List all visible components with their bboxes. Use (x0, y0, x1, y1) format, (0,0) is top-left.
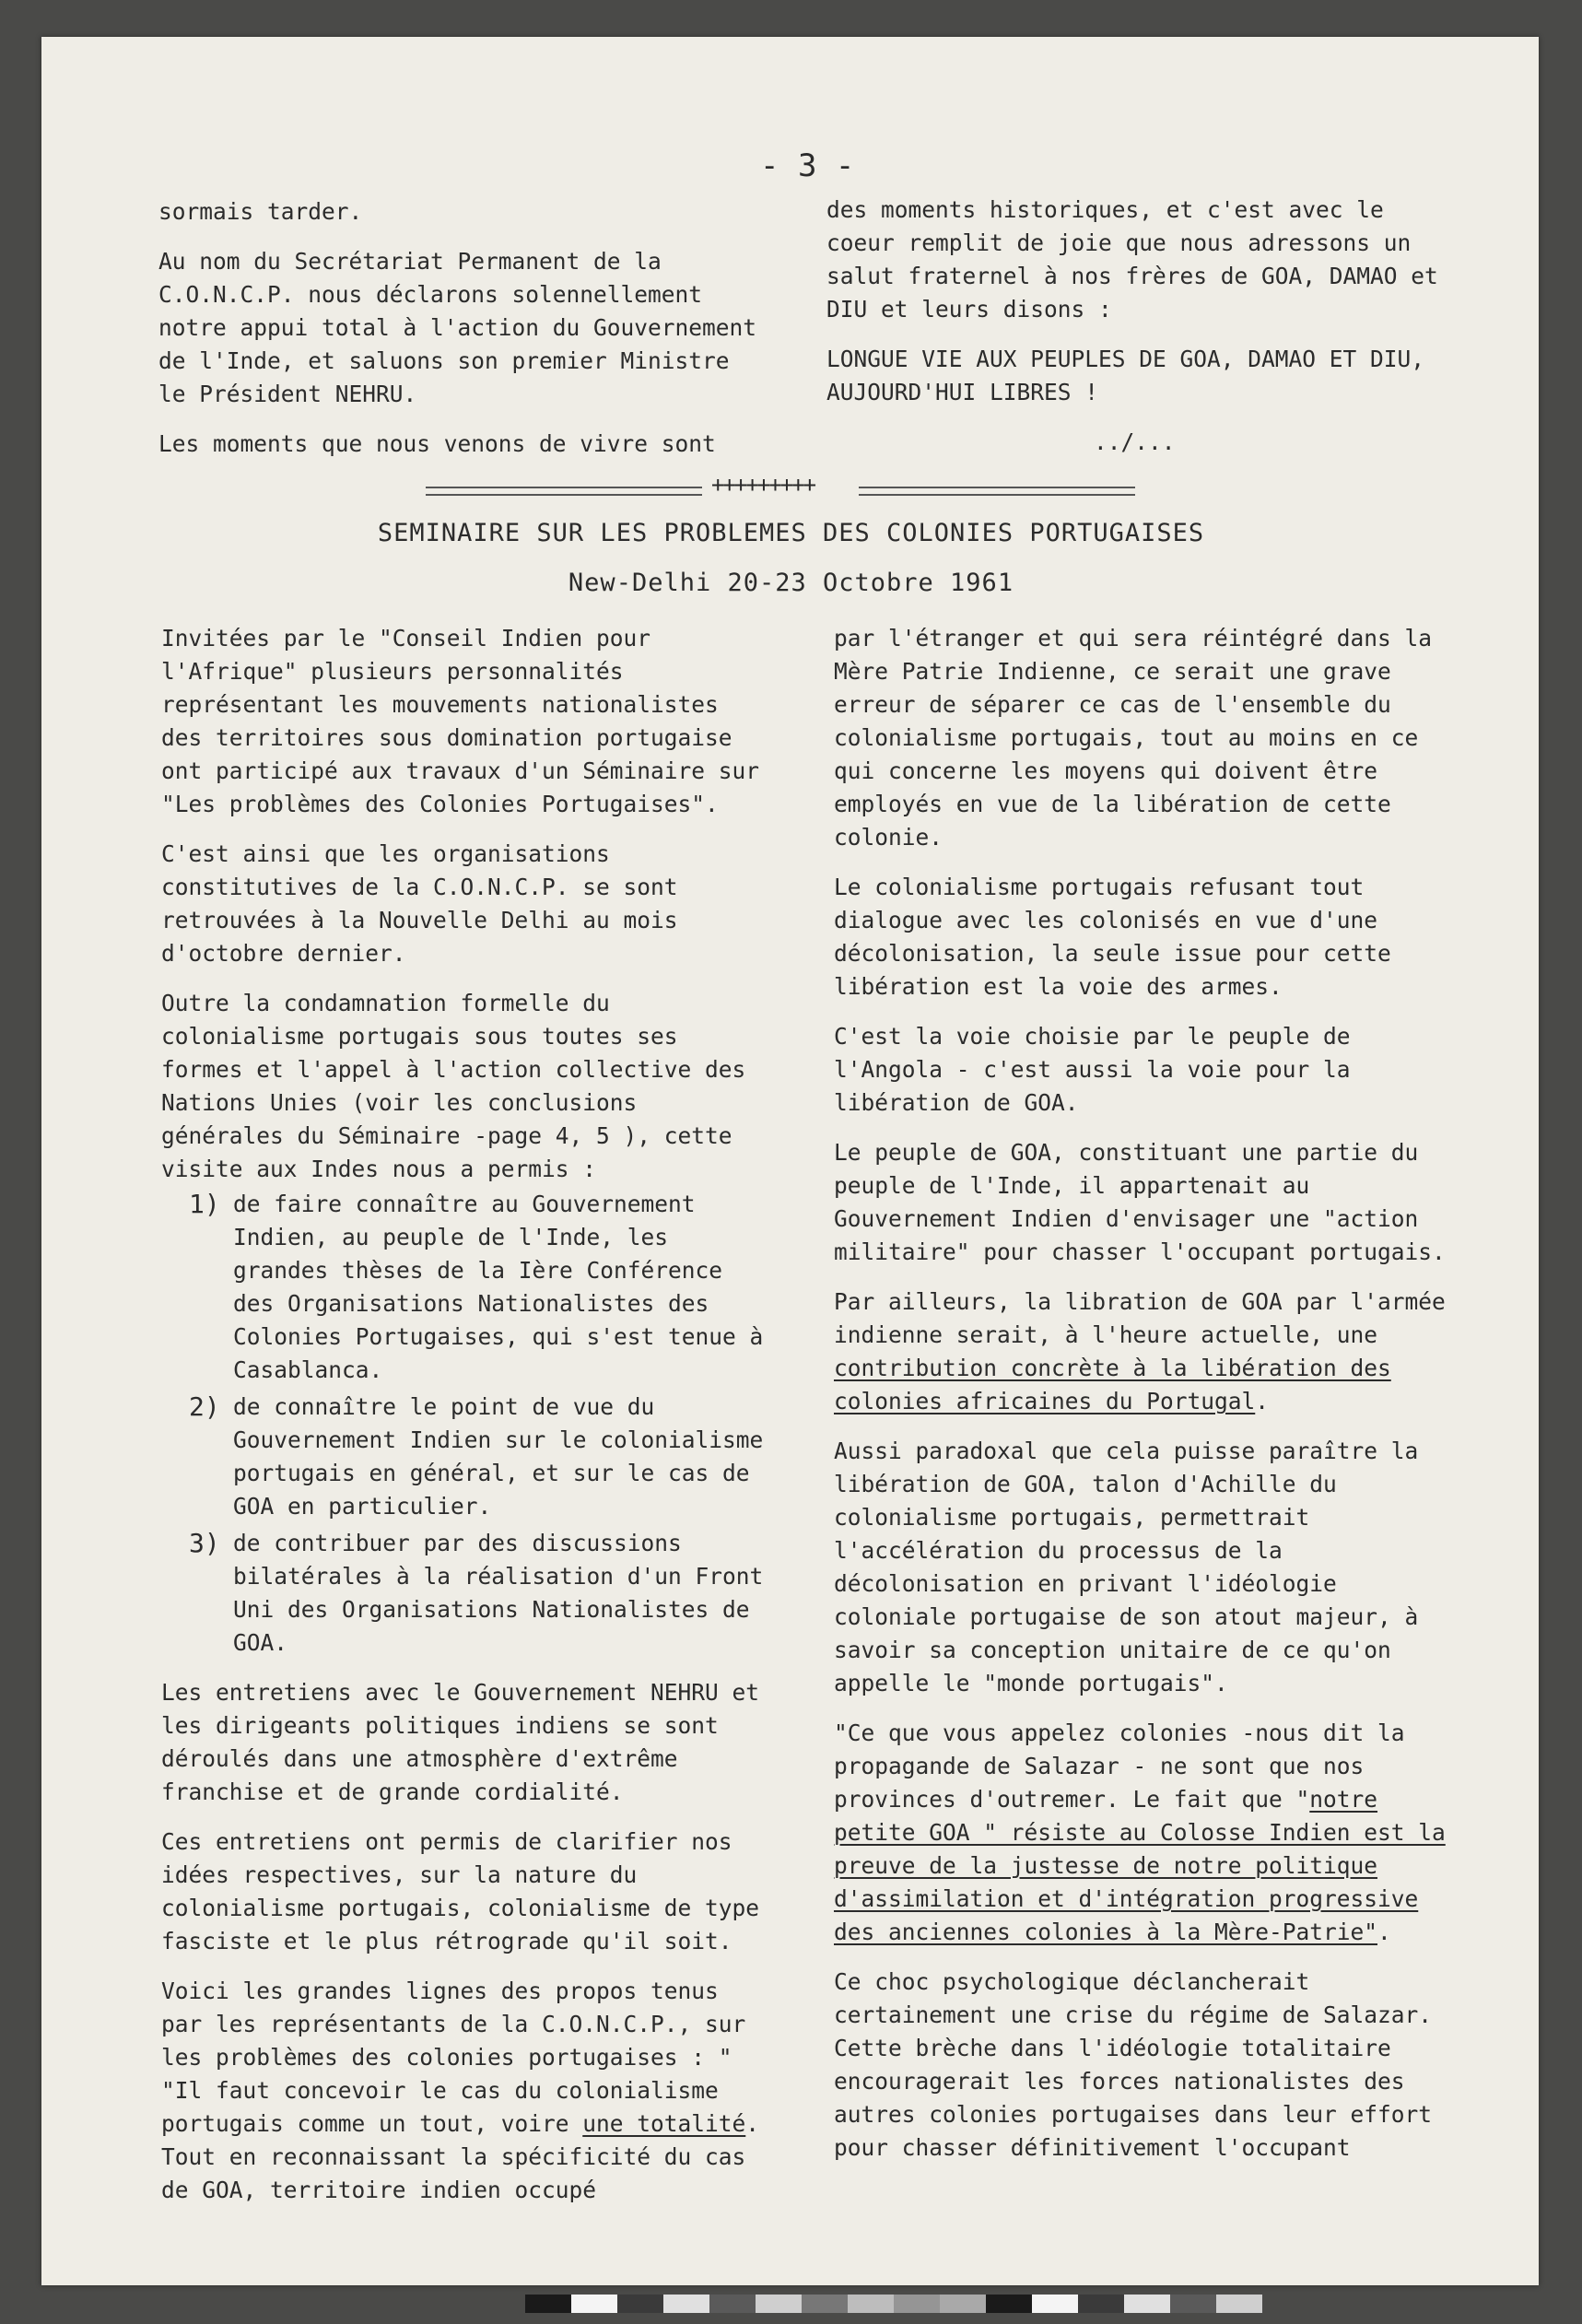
paragraph: Le colonialisme portugais refusant tout dialogue avec les colonisés en vue d'une décolonisation, la seule issue pour cette libération est la voie des armes. (834, 874, 1391, 1000)
top-right-paragraph: des moments historiques, et c'est avec le coeur remplit de joie que nous adressons un salut fraternel à nos frères de GOA, DAMAO et DIU et leurs disons : (826, 196, 1438, 323)
list-text: de connaître le point de vue du Gouvernement Indien sur le colonialisme portugais en général, et sur le cas de GOA en particulier. (233, 1393, 764, 1520)
underlined-text: une totalité (582, 2110, 746, 2137)
underlined-text: contribution concrète à la libération des colonies africaines du Portugal (834, 1355, 1391, 1414)
top-right-column (826, 194, 1439, 475)
text-run: Par ailleurs, la libration de GOA par l'armée indienne serait, à l'heure actuelle, une (834, 1288, 1446, 1348)
paragraph: Ce choc psychologique déclancherait certainement une crise du régime de Salazar. Cette brèche dans l'idéologie totalitaire encouragerait les forces nationalistes des autres colonies portugaises dans leur effort pour chasser définitivement l'occupant (834, 1968, 1433, 2161)
list-text: de faire connaître au Gouvernement Indien, au peuple de l'Inde, les grandes thèses de la Ière Conférence des Organisations Nationalistes des Colonies Portugaises, qui s'est tenue à Casablanca. (233, 1191, 764, 1383)
paragraph (834, 1717, 1447, 1949)
top-left-paragraph: Les moments que nous venons de vivre sont (158, 430, 716, 457)
text-run: Voici les grandes lignes des propos tenus par les représentants de la C.O.N.C.P., sur les problèmes des colonies portugaises : " "Il faut concevoir le cas du colonialisme portugais comme un tout, voire (161, 1978, 746, 2137)
right-column (834, 622, 1447, 2181)
seminar-title: SEMINAIRE SUR LES PROBLEMES DES COLONIES PORTUGAISES (377, 519, 1205, 547)
list-text: de contribuer par des discussions bilatérales à la réalisation d'un Front Uni des Organisations Nationalistes de GOA. (233, 1530, 764, 1656)
left-column (161, 622, 769, 2224)
underlined-text: notre petite GOA " résiste au Colosse Indien est la preuve de la justesse de notre politique d'assimilation et d'intégration progressive des anciennes colonies à la Mère-Patrie" (834, 1786, 1446, 1945)
paragraph: C'est la voie choisie par le peuple de l'Angola - c'est aussi la voie pour la libération de GOA. (834, 1023, 1351, 1116)
section-separator (426, 472, 1144, 501)
paragraph: C'est ainsi que les organisations constitutives de la C.O.N.C.P. se sont retrouvées à la Nouvelle Delhi au mois d'octobre dernier. (161, 840, 678, 967)
paragraph: par l'étranger et qui sera réintégré dans la Mère Patrie Indienne, ce serait une grave erreur de séparer ce cas de l'ensemble du colonialisme portugais, tout au moins en ce qui concerne les moyens qui doivent être employés en vue de la libération de cette colonie. (834, 625, 1433, 851)
continuation-marker: ../... (1094, 428, 1176, 455)
paragraph: Invitées par le "Conseil Indien pour l'Afrique" plusieurs personnalités représentant les mouvements nationalistes des territoires sous domination portugaise ont participé aux travaux d'un Séminaire sur "Les problèmes des Colonies Portugaises". (161, 625, 760, 817)
top-left-column (158, 195, 762, 477)
text-run: . Tout en reconnaissant la spécificité du cas de GOA, territoire indien occupé (161, 2110, 760, 2203)
text-run: "Ce que vous appelez colonies -nous dit la propagande de Salazar - ne sont que nos provinces d'outremer. Le fait que " (834, 1720, 1405, 1813)
paragraph (834, 1285, 1447, 1418)
paragraph: Les entretiens avec le Gouvernement NEHRU et les dirigeants politiques indiens se sont déroulés dans une atmosphère d'extrême franchise et de grande cordialité. (161, 1679, 760, 1805)
list-number: 3) (189, 1528, 220, 1558)
paragraph (161, 1975, 769, 2207)
list-item (161, 1391, 769, 1523)
paragraph: Aussi paradoxal que cela puisse paraître la libération de GOA, talon d'Achille du colonialisme portugais, permettrait l'accélération du processus de la décolonisation en privant l'idéologie coloniale portugaise de son atout majeur, à savoir sa conception unitaire de ce qu'on appelle le "monde portugais". (834, 1438, 1419, 1696)
list-number: 2) (189, 1391, 220, 1422)
color-scale-bar (525, 2295, 1262, 2313)
separator-plus-signs: +++++++++ (711, 472, 815, 498)
double-rule (859, 487, 1135, 496)
numbered-list (161, 1188, 769, 1660)
text-run: . (1255, 1388, 1270, 1414)
paragraph: Ces entretiens ont permis de clarifier nos idées respectives, sur la nature du colonialisme portugais, colonialisme de type fasciste et le plus rétrograde qu'il soit. (161, 1828, 760, 1954)
page-number: - 3 - (760, 147, 855, 184)
top-left-paragraph: Au nom du Secrétariat Permanent de la C.O.N.C.P. nous déclarons solennellement notre appui total à l'action du Gouvernement de l'Inde, et saluons son premier Ministre le Président NEHRU. (158, 248, 757, 407)
paragraph: Outre la condamnation formelle du colonialisme portugais sous toutes ses formes et l'appel à l'action collective des Nations Unies (voir les conclusions générales du Séminaire -page 4, 5 ), cette visite aux Indes nous a permis : (161, 990, 746, 1182)
seminar-subtitle: New-Delhi 20-23 Octobre 1961 (568, 569, 1014, 597)
double-rule (426, 487, 702, 496)
paragraph: Le peuple de GOA, constituant une partie du peuple de l'Inde, il appartenait au Gouvernement Indien d'envisager une "action militaire" pour chasser l'occupant portugais. (834, 1139, 1446, 1265)
list-item (161, 1527, 769, 1660)
top-right-slogan: LONGUE VIE AUX PEUPLES DE GOA, DAMAO ET DIU, AUJOURD'HUI LIBRES ! (826, 346, 1425, 405)
list-number: 1) (189, 1189, 220, 1219)
list-item (161, 1188, 769, 1387)
text-run: . (1377, 1919, 1391, 1945)
top-left-paragraph: sormais tarder. (158, 198, 363, 225)
